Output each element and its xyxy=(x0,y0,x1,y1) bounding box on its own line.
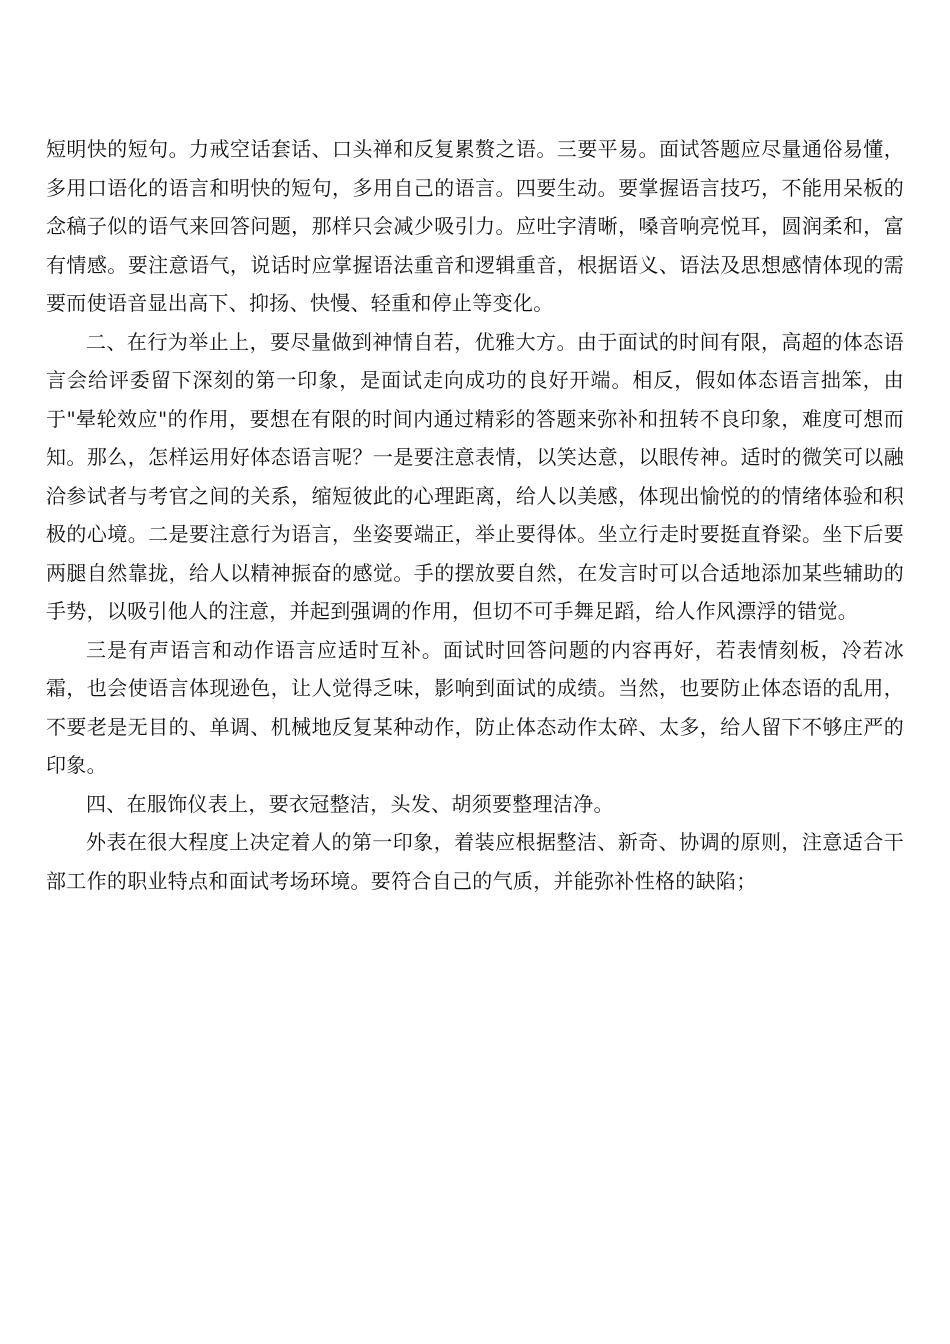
paragraph-language-complement: 三是有声语言和动作语言应适时互补。面试时回答问题的内容再好，若表情刻板，冷若冰霜，也会使语言体现逊色，让人觉得乏味，影响到面试的成绩。当然，也要防止体态语的乱用，不要老是无目的、单调、机械地反复某种动作，防止体态动作太碎、太多，给人留下不够庄严的印象。 xyxy=(46,637,904,777)
paragraph-behavior: 二、在行为举止上，要尽量做到神情自若，优雅大方。由于面试的时间有限，高超的体态语言会给评委留下深刻的第一印象，是面试走向成功的良好开端。相反，假如体态语言拙笨，由于"晕轮效应"的作用，要想在有限的时间内通过精彩的答题来弥补和扭转不良印象，难度可想而知。那么，怎样运用好体态语言呢？一是要注意表情，以笑达意，以眼传神。适时的微笑可以融洽参试者与考官之间的关系，缩短彼此的心理距离，给人以美感，体现出愉悦的的情绪体验和积极的心境。二是要注意行为语言，坐姿要端正，举止要得体。坐立行走时要挺直脊梁。坐下后要两腿自然靠拢，给人以精神振奋的感觉。手的摆放要自然，在发言时可以合适地添加某些辅助的手势，以吸引他人的注意，并起到强调的作用，但切不可手舞足蹈，给人作风漂浮的错觉。 xyxy=(46,329,904,623)
paragraph-dress-heading: 四、在服饰仪表上，要衣冠整洁，头发、胡须要整理洁净。 xyxy=(86,791,614,816)
document-page xyxy=(46,130,904,900)
paragraph-appearance: 外表在很大程度上决定着人的第一印象，着装应根据整洁、新奇、协调的原则，注意适合干部工作的职业特点和面试考场环境。要符合自己的气质，并能弥补性格的缺陷； xyxy=(46,830,904,893)
paragraph-continuation: 短明快的短句。力戒空话套话、口头禅和反复累赘之语。三要平易。面试答题应尽量通俗易懂，多用口语化的语言和明快的短句，多用自己的语言。四要生动。要掌握语言技巧，不能用呆板的念稿子似的语气来回答问题，那样只会减少吸引力。应吐字清晰，嗓音响亮悦耳，圆润柔和，富有情感。要注意语气，说话时应掌握语法重音和逻辑重音，根据语义、语法及思想感情体现的需要而使语音显出高下、抑扬、快慢、轻重和停止等变化。 xyxy=(46,137,904,315)
